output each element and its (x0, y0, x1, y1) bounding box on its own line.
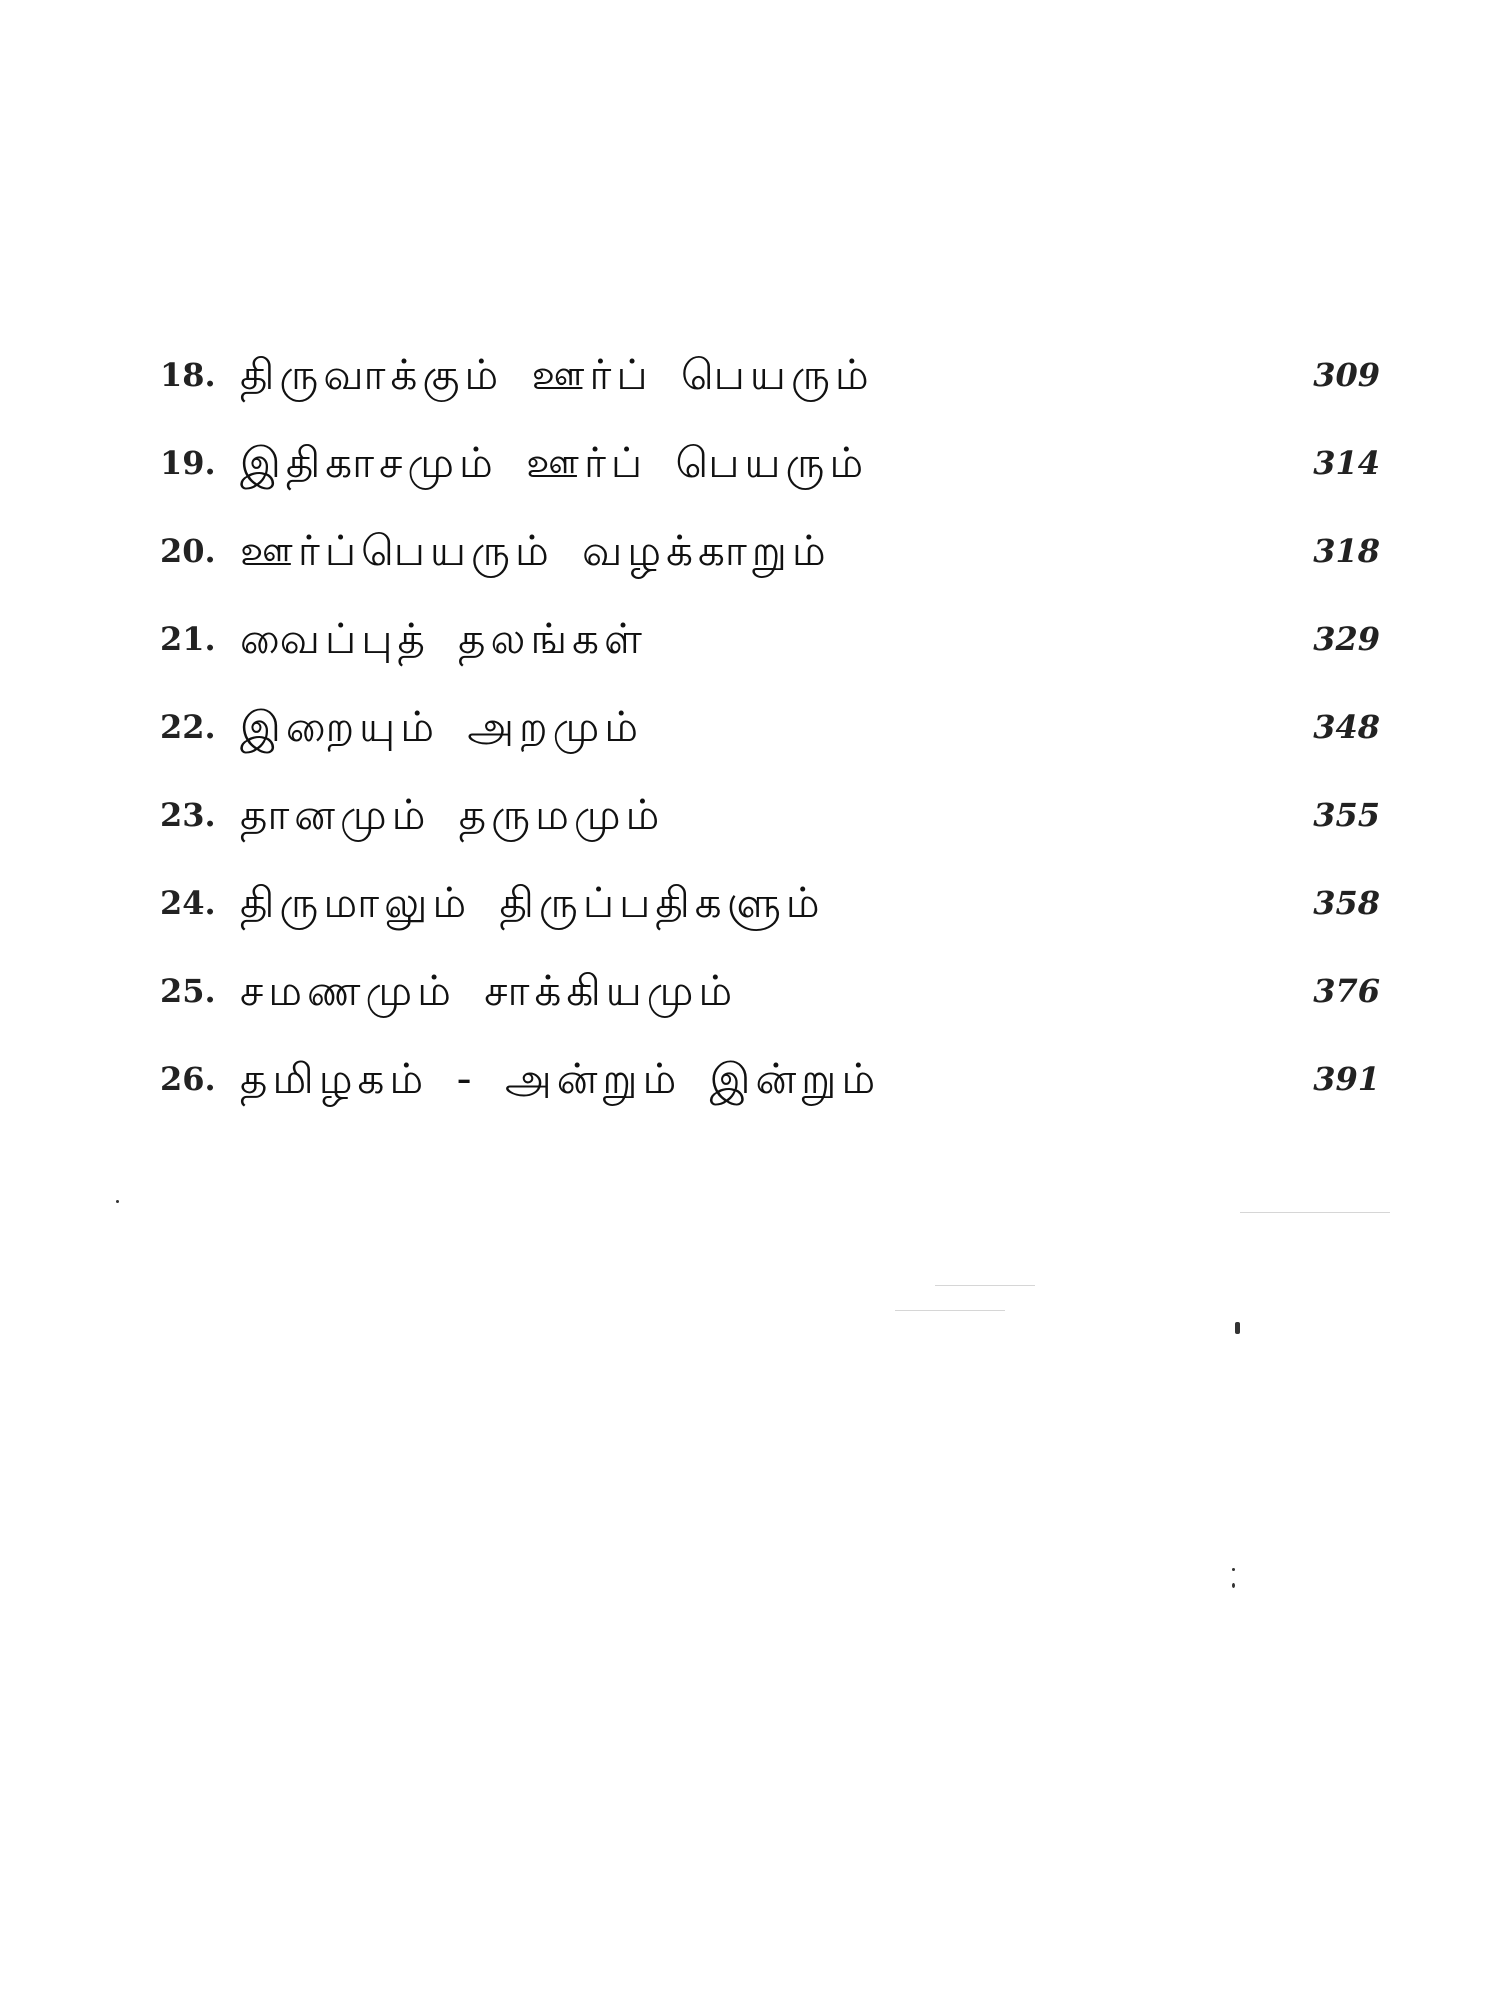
page-number: 309 (1313, 356, 1380, 394)
chapter-number: 23. (160, 796, 216, 834)
chapter-title: தானமும் தருமமும் (240, 790, 665, 839)
page-number: 376 (1313, 972, 1380, 1010)
chapter-number: 20. (160, 532, 216, 570)
ink-speck (1235, 1322, 1240, 1334)
page-number: 318 (1313, 532, 1380, 570)
page-number: 358 (1313, 884, 1380, 922)
toc-entry (160, 790, 1380, 878)
chapter-number: 25. (160, 972, 216, 1010)
toc-entry (160, 438, 1380, 526)
chapter-number: 18. (160, 356, 216, 394)
toc-entry (160, 1054, 1380, 1142)
scan-scratch (1240, 1212, 1390, 1213)
toc-entry (160, 526, 1380, 614)
chapter-number: 24. (160, 884, 216, 922)
ink-speck (1232, 1568, 1235, 1571)
chapter-number: 26. (160, 1060, 216, 1098)
page-number: 329 (1313, 620, 1380, 658)
page-number: 355 (1313, 796, 1380, 834)
ink-speck (1232, 1583, 1235, 1588)
toc-entry (160, 702, 1380, 790)
chapter-title: வைப்புத் தலங்கள் (240, 614, 647, 663)
toc-entry (160, 878, 1380, 966)
page-number: 314 (1313, 444, 1380, 482)
chapter-title: திருமாலும் திருப்பதிகளும் (240, 878, 825, 927)
chapter-title: சமணமும் சாக்கியமும் (240, 966, 738, 1015)
chapter-number: 22. (160, 708, 216, 746)
ink-speck (116, 1200, 119, 1203)
toc-entry (160, 350, 1380, 438)
chapter-title: திருவாக்கும் ஊர்ப் பெயரும் (240, 350, 874, 399)
toc-entry (160, 966, 1380, 1054)
toc-entry (160, 614, 1380, 702)
scan-scratch (895, 1310, 1005, 1311)
chapter-title: தமிழகம் - அன்றும் இன்றும் (240, 1054, 881, 1103)
chapter-title: இறையும் அறமும் (240, 702, 644, 751)
page-number: 348 (1313, 708, 1380, 746)
page-number: 391 (1313, 1060, 1380, 1098)
chapter-number: 21. (160, 620, 216, 658)
scan-scratch (935, 1285, 1035, 1286)
chapter-title: ஊர்ப்பெயரும் வழக்காறும் (240, 526, 831, 575)
chapter-number: 19. (160, 444, 216, 482)
chapter-title: இதிகாசமும் ஊர்ப் பெயரும் (240, 438, 869, 487)
table-of-contents (160, 350, 1380, 1142)
